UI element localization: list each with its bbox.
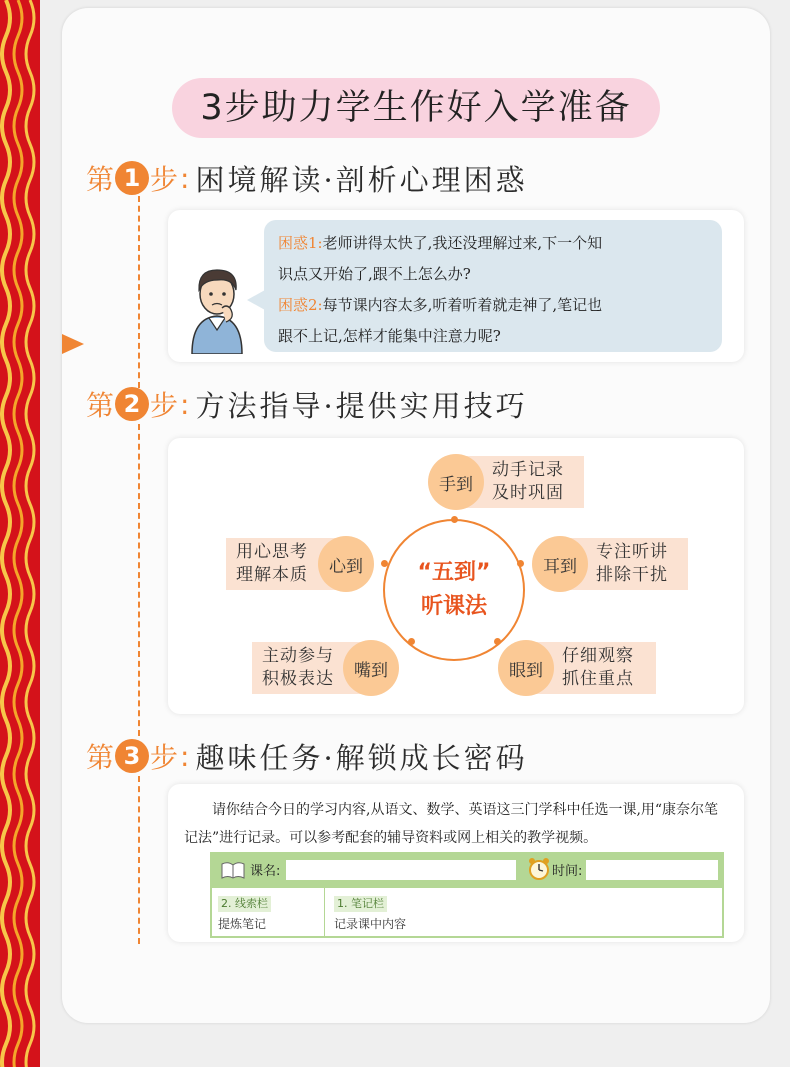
step-number-badge: 3 <box>115 739 149 773</box>
step-number-badge: 1 <box>115 161 149 195</box>
method-tip-line: 用心思考 <box>236 542 308 562</box>
course-name-field[interactable] <box>286 860 516 880</box>
method-node: 嘴到 <box>343 640 399 696</box>
cornell-notes-form <box>210 852 724 938</box>
method-node: 心到 <box>318 536 374 592</box>
confusion-2 <box>278 290 710 321</box>
ring-dot <box>494 638 501 645</box>
time-label: 时间: <box>552 864 583 879</box>
step-number-badge: 2 <box>115 387 149 421</box>
confusion-text: 老师讲得太快了,我还没理解过来,下一个知 <box>322 234 603 252</box>
method-tip-line: 理解本质 <box>236 565 308 585</box>
confusion-text: 跟不上记,怎样才能集中注意力呢? <box>278 327 501 345</box>
task-instruction: 请你结合今日的学习内容,从语文、数学、英语这三门学科中任选一课,用“康奈尔笔记法”进行记录。可以参考配套的辅导资料或网上相关的教学视频。 <box>184 802 719 846</box>
method-tip-line: 及时巩固 <box>492 483 564 503</box>
confusion-text: 识点又开始了,跟不上怎么办? <box>278 265 471 283</box>
method-tip-line: 仔细观察 <box>562 646 634 666</box>
confusion-1 <box>278 228 710 259</box>
timeline-dash <box>138 776 140 944</box>
step-suffix: 步 <box>150 389 179 422</box>
confusion-label: 困惑2: <box>278 296 323 314</box>
confusion-label: 困惑1: <box>278 234 323 252</box>
step-colon: : <box>180 387 190 421</box>
method-tip-line: 抓住重点 <box>562 669 634 689</box>
method-tip-line: 专注听讲 <box>596 542 668 562</box>
step-title: 趣味任务·解锁成长密码 <box>195 740 528 775</box>
confusion-text: 每节课内容太多,听着听着就走神了,笔记也 <box>322 296 603 314</box>
step-2-header <box>86 380 528 428</box>
step-prefix: 第 <box>86 389 115 422</box>
step-suffix: 步 <box>150 741 179 774</box>
timeline-dash <box>138 196 140 388</box>
student-thinking-illustration <box>186 262 248 354</box>
method-tip-line: 积极表达 <box>262 669 334 689</box>
confusion-bubble <box>264 220 722 352</box>
method-center-title <box>383 556 525 624</box>
method-node: 手到 <box>428 454 484 510</box>
method-node: 眼到 <box>498 640 554 696</box>
step-1-header <box>86 154 528 202</box>
step-colon: : <box>180 161 190 195</box>
method-tip-line: 动手记录 <box>492 460 564 480</box>
step-prefix: 第 <box>86 163 115 196</box>
form-header <box>212 852 722 888</box>
time-field[interactable] <box>586 860 718 880</box>
step-colon: : <box>180 739 190 773</box>
method-tip-line: 主动参与 <box>262 646 334 666</box>
method-tip-line: 排除干扰 <box>596 565 668 585</box>
step-3-header <box>86 732 528 780</box>
alarm-clock-icon <box>528 856 550 882</box>
notes-column-tag: 1. 笔记栏 <box>334 896 387 912</box>
method-center-line: 听课法 <box>420 594 487 619</box>
step-suffix: 步 <box>150 163 179 196</box>
book-icon <box>220 860 246 880</box>
arrow-marker-icon <box>62 334 84 354</box>
cue-column-text: 提炼笔记 <box>218 917 267 931</box>
course-label: 课名: <box>250 864 281 879</box>
page-title: 3步助力学生作好入学准备 <box>172 78 660 138</box>
cue-column-tag: 2. 线索栏 <box>218 896 271 912</box>
ring-dot <box>451 516 458 523</box>
column-divider <box>324 888 325 938</box>
timeline-dash <box>138 424 140 736</box>
method-node: 耳到 <box>532 536 588 592</box>
step-title: 困境解读·剖析心理困惑 <box>195 162 528 197</box>
step-title: 方法指导·提供实用技巧 <box>195 388 528 423</box>
decorative-ribbon <box>0 0 40 1067</box>
notes-column-text: 记录课中内容 <box>334 917 407 931</box>
step-prefix: 第 <box>86 741 115 774</box>
method-center-line: “五到” <box>417 560 491 585</box>
ring-dot <box>408 638 415 645</box>
speech-bubble-tail <box>247 290 265 310</box>
